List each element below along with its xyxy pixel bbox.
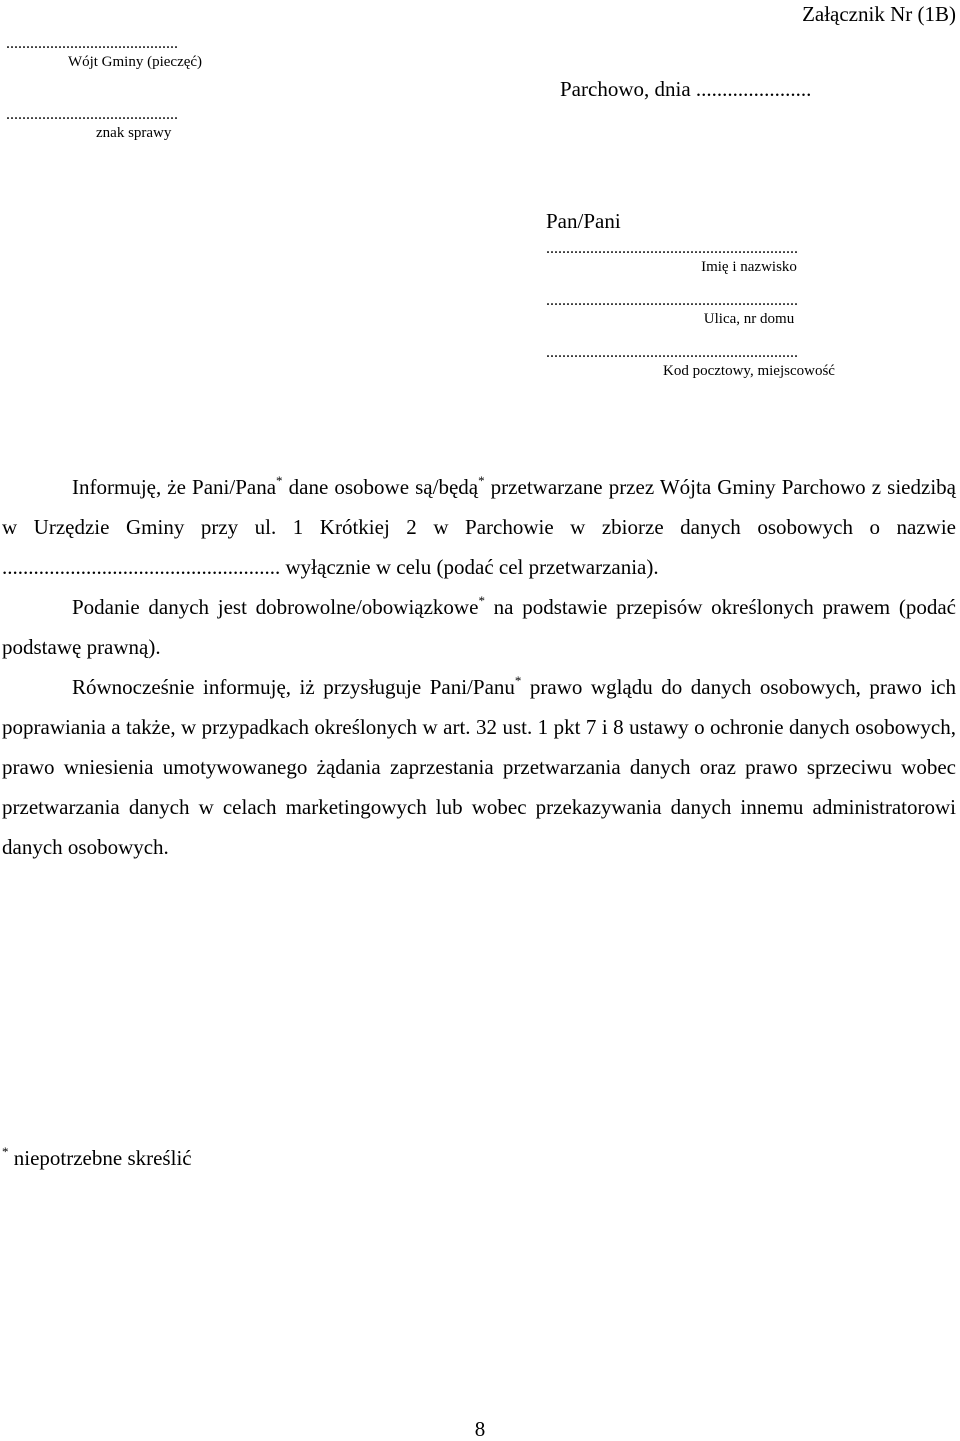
recipient-name-caption: Imię i nazwisko <box>701 259 797 275</box>
footnote <box>2 1145 192 1171</box>
footnote-marker: * <box>2 1144 9 1159</box>
recipient-postal-block <box>546 344 952 380</box>
recipient-street-block <box>546 292 952 328</box>
paragraph-processing-info <box>2 467 956 587</box>
page-number: 8 <box>474 1417 486 1441</box>
recipient-postal-dots: ............................................................... <box>546 344 798 361</box>
paragraph-voluntary-info <box>2 587 956 667</box>
recipient-street-caption: Ulica, nr domu <box>703 311 795 327</box>
date-line: Parchowo, dnia ...................... <box>560 77 812 101</box>
asterisk-mark: * <box>478 473 485 488</box>
asterisk-mark: * <box>478 593 485 608</box>
recipient-salutation: Pan/Pani <box>546 209 621 233</box>
p3-start: Równocześnie informuję, iż przysługuje Pani/Panu <box>72 675 515 699</box>
p2-end: na podstawie przepisów określonych prawem (podać podstawę prawną). <box>2 595 957 659</box>
asterisk-mark: * <box>276 473 283 488</box>
case-dots: ........................................... <box>6 106 178 123</box>
p1-end: przetwarzane przez Wójta Gminy Parchowo z siedzibą w Urzędzie Gminy przy ul. 1 Krótkiej 2 w Parchowie w zbiorze danych osobowych o nazwie ..................................................... wyłącznie w celu (podać cel przetwarzania). <box>2 475 956 579</box>
asterisk-mark: * <box>514 673 522 688</box>
annex-label: Załącznik Nr (1B) <box>802 2 956 26</box>
p3-end: prawo wglądu do danych osobowych, prawo ich poprawiania a także, w przypadkach określonych w art. 32 ust. 1 pkt 7 i 8 ustawy o ochronie danych osobowych, prawo wniesienia umotywowanego żądania zaprzestania przetwarzania danych oraz prawo sprzeciwu wobec przetwarzania danych w celach marketingowych lub wobec przekazywania danych innemu administratorowi danych osobowych. <box>2 675 956 859</box>
footnote-text: niepotrzebne skreślić <box>8 1146 192 1170</box>
recipient-street-dots: ............................................................... <box>546 292 798 309</box>
recipient-postal-caption: Kod pocztowy, miejscowość <box>663 363 835 379</box>
issuer-caption: Wójt Gminy (pieczęć) <box>67 54 203 70</box>
paragraph-rights-info <box>2 667 956 867</box>
case-number-block <box>0 106 270 142</box>
recipient-name-dots: ............................................................... <box>546 240 798 257</box>
p1-middle: dane osobowe są/będą <box>282 475 479 499</box>
recipient-name-block <box>546 240 952 276</box>
p1-start: Informuję, że Pani/Pana <box>72 475 277 499</box>
issuer-block <box>0 35 270 71</box>
issuer-dots: ........................................... <box>6 35 178 52</box>
case-caption: znak sprawy <box>96 125 172 141</box>
body-text <box>2 467 956 867</box>
p2-start: Podanie danych jest dobrowolne/obowiązkowe <box>72 595 479 619</box>
